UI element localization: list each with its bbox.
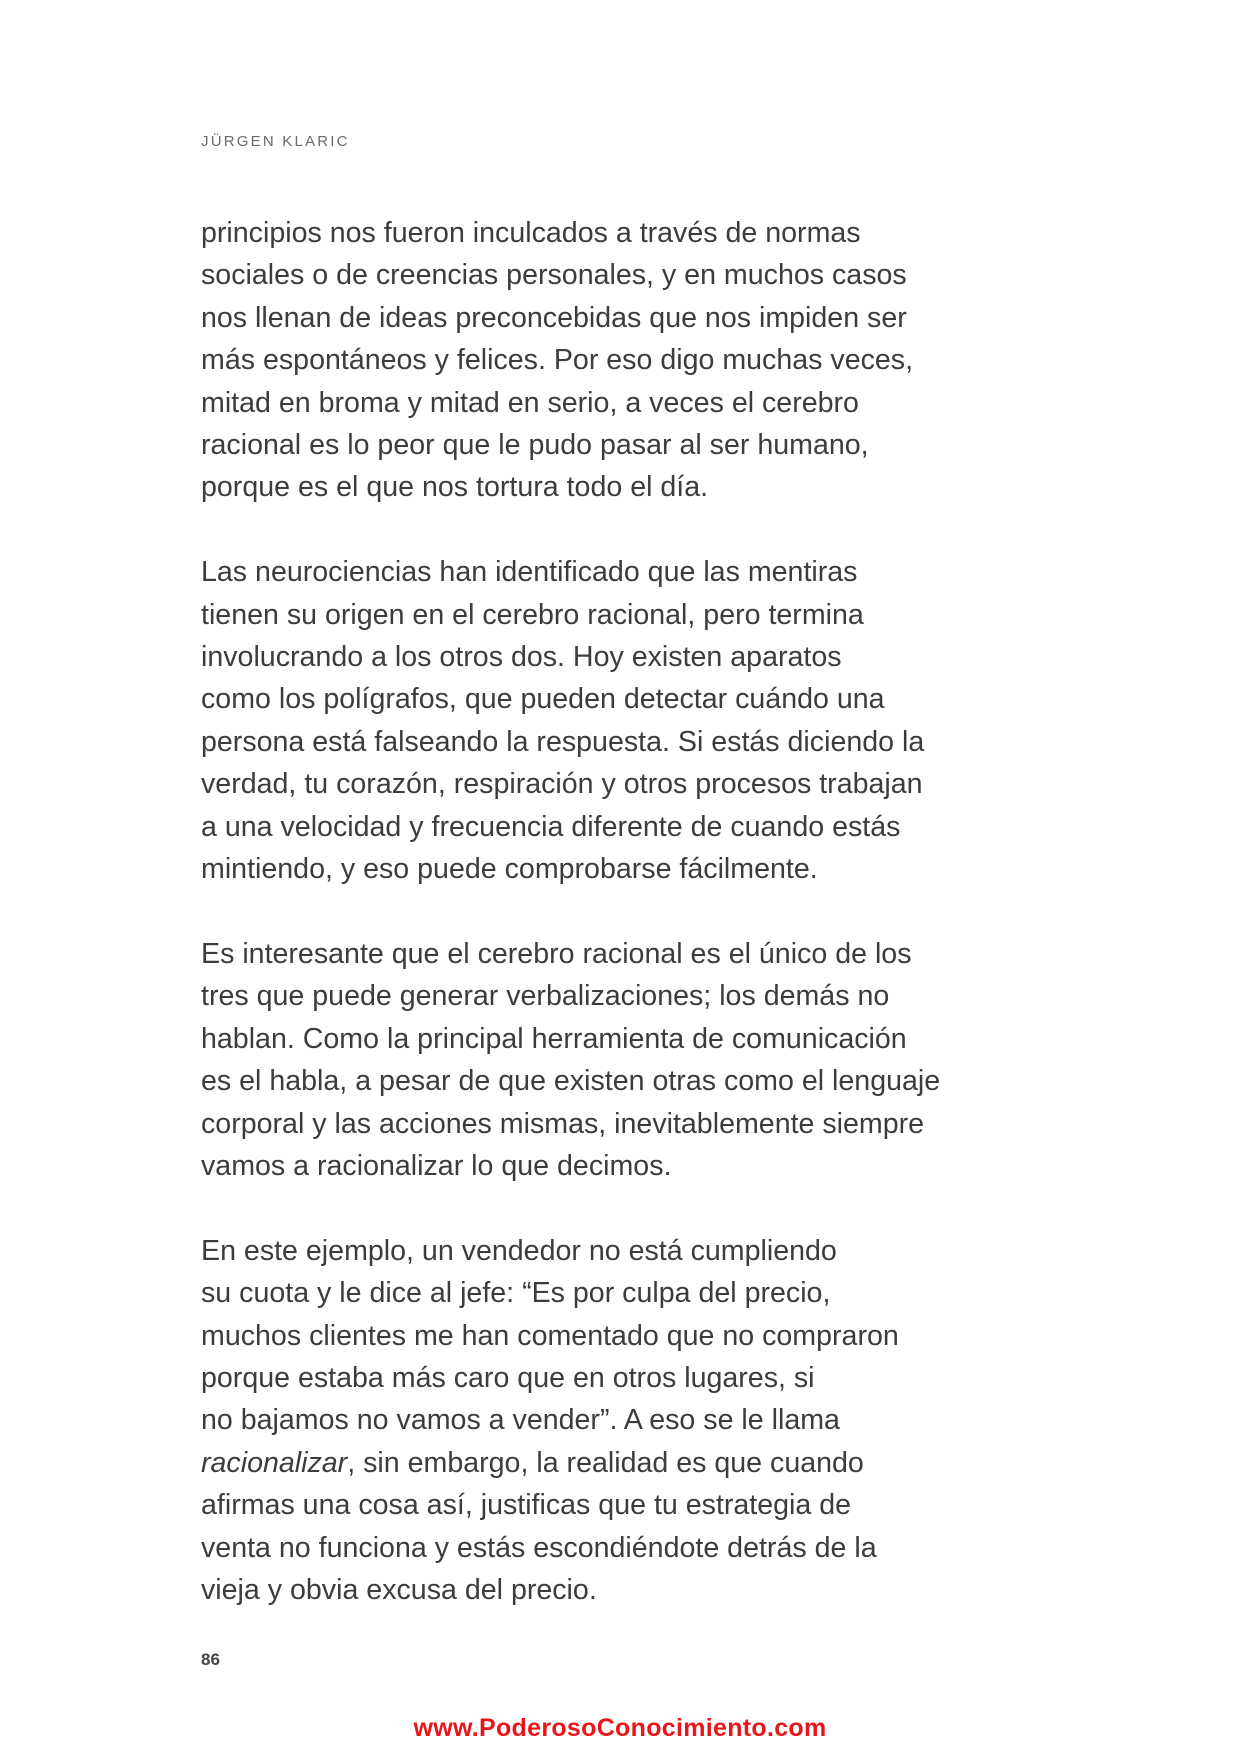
italic-term: racionalizar bbox=[201, 1446, 348, 1479]
text-line: En este ejemplo, un vendedor no está cumpliendo bbox=[201, 1234, 837, 1267]
text-line: afirmas una cosa así, justificas que tu estrategia de bbox=[201, 1489, 852, 1522]
text-line: hablan. Como la principal herramienta de comunicación bbox=[201, 1022, 907, 1055]
text-line: más espontáneos y felices. Por eso digo muchas veces, bbox=[201, 344, 914, 377]
text-line: como los polígrafos, que pueden detectar cuándo una bbox=[201, 683, 885, 716]
text-line: corporal y las acciones mismas, inevitablemente siempre bbox=[201, 1107, 925, 1140]
running-head: JÜRGEN KLARIC bbox=[201, 133, 350, 150]
paragraph bbox=[201, 212, 1021, 509]
text-line: mitad en broma y mitad en serio, a veces el cerebro bbox=[201, 386, 859, 419]
text-line: es el habla, a pesar de que existen otras como el lenguaje bbox=[201, 1065, 941, 1098]
paragraph bbox=[201, 1230, 1021, 1612]
text-line: racional es lo peor que le pudo pasar al ser humano, bbox=[201, 429, 869, 462]
text-line: verdad, tu corazón, respiración y otros procesos trabajan bbox=[201, 768, 923, 801]
text-line: persona está falseando la respuesta. Si estás diciendo la bbox=[201, 725, 925, 758]
text-line: su cuota y le dice al jefe: “Es por culpa del precio, bbox=[201, 1277, 831, 1310]
text-line: Las neurociencias han identificado que las mentiras bbox=[201, 556, 858, 589]
text-line: tienen su origen en el cerebro racional, pero termina bbox=[201, 598, 864, 631]
paragraph bbox=[201, 933, 1021, 1187]
text-line: vieja y obvia excusa del precio. bbox=[201, 1573, 597, 1606]
text-line: mintiendo, y eso puede comprobarse fácilmente. bbox=[201, 853, 818, 886]
text-line: vamos a racionalizar lo que decimos. bbox=[201, 1149, 672, 1182]
text-line: venta no funciona y estás escondiéndote detrás de la bbox=[201, 1531, 877, 1564]
text-line: porque estaba más caro que en otros lugares, si bbox=[201, 1361, 815, 1394]
text-line: tres que puede generar verbalizaciones; los demás no bbox=[201, 980, 890, 1013]
body-text bbox=[201, 212, 1021, 1611]
paragraph bbox=[201, 551, 1021, 890]
text-line bbox=[201, 1442, 1021, 1484]
text-line: principios nos fueron inculcados a través de normas bbox=[201, 217, 861, 249]
text-line: Es interesante que el cerebro racional es el único de los bbox=[201, 937, 912, 970]
watermark-link[interactable]: www.PoderosoConocimiento.com bbox=[413, 1714, 827, 1742]
text-line: nos llenan de ideas preconcebidas que nos impiden ser bbox=[201, 301, 907, 334]
page-number: 86 bbox=[201, 1650, 220, 1669]
text-line: sociales o de creencias personales, y en muchos casos bbox=[201, 259, 907, 292]
text-line: porque es el que nos tortura todo el día. bbox=[201, 471, 709, 504]
text-fragment: , sin embargo, la realidad es que cuando bbox=[347, 1446, 864, 1479]
text-line: no bajamos no vamos a vender”. A eso se le llama bbox=[201, 1404, 840, 1437]
text-line: a una velocidad y frecuencia diferente de cuando estás bbox=[201, 810, 901, 843]
text-line: muchos clientes me han comentado que no compraron bbox=[201, 1319, 899, 1352]
text-line: involucrando a los otros dos. Hoy existen aparatos bbox=[201, 641, 842, 674]
